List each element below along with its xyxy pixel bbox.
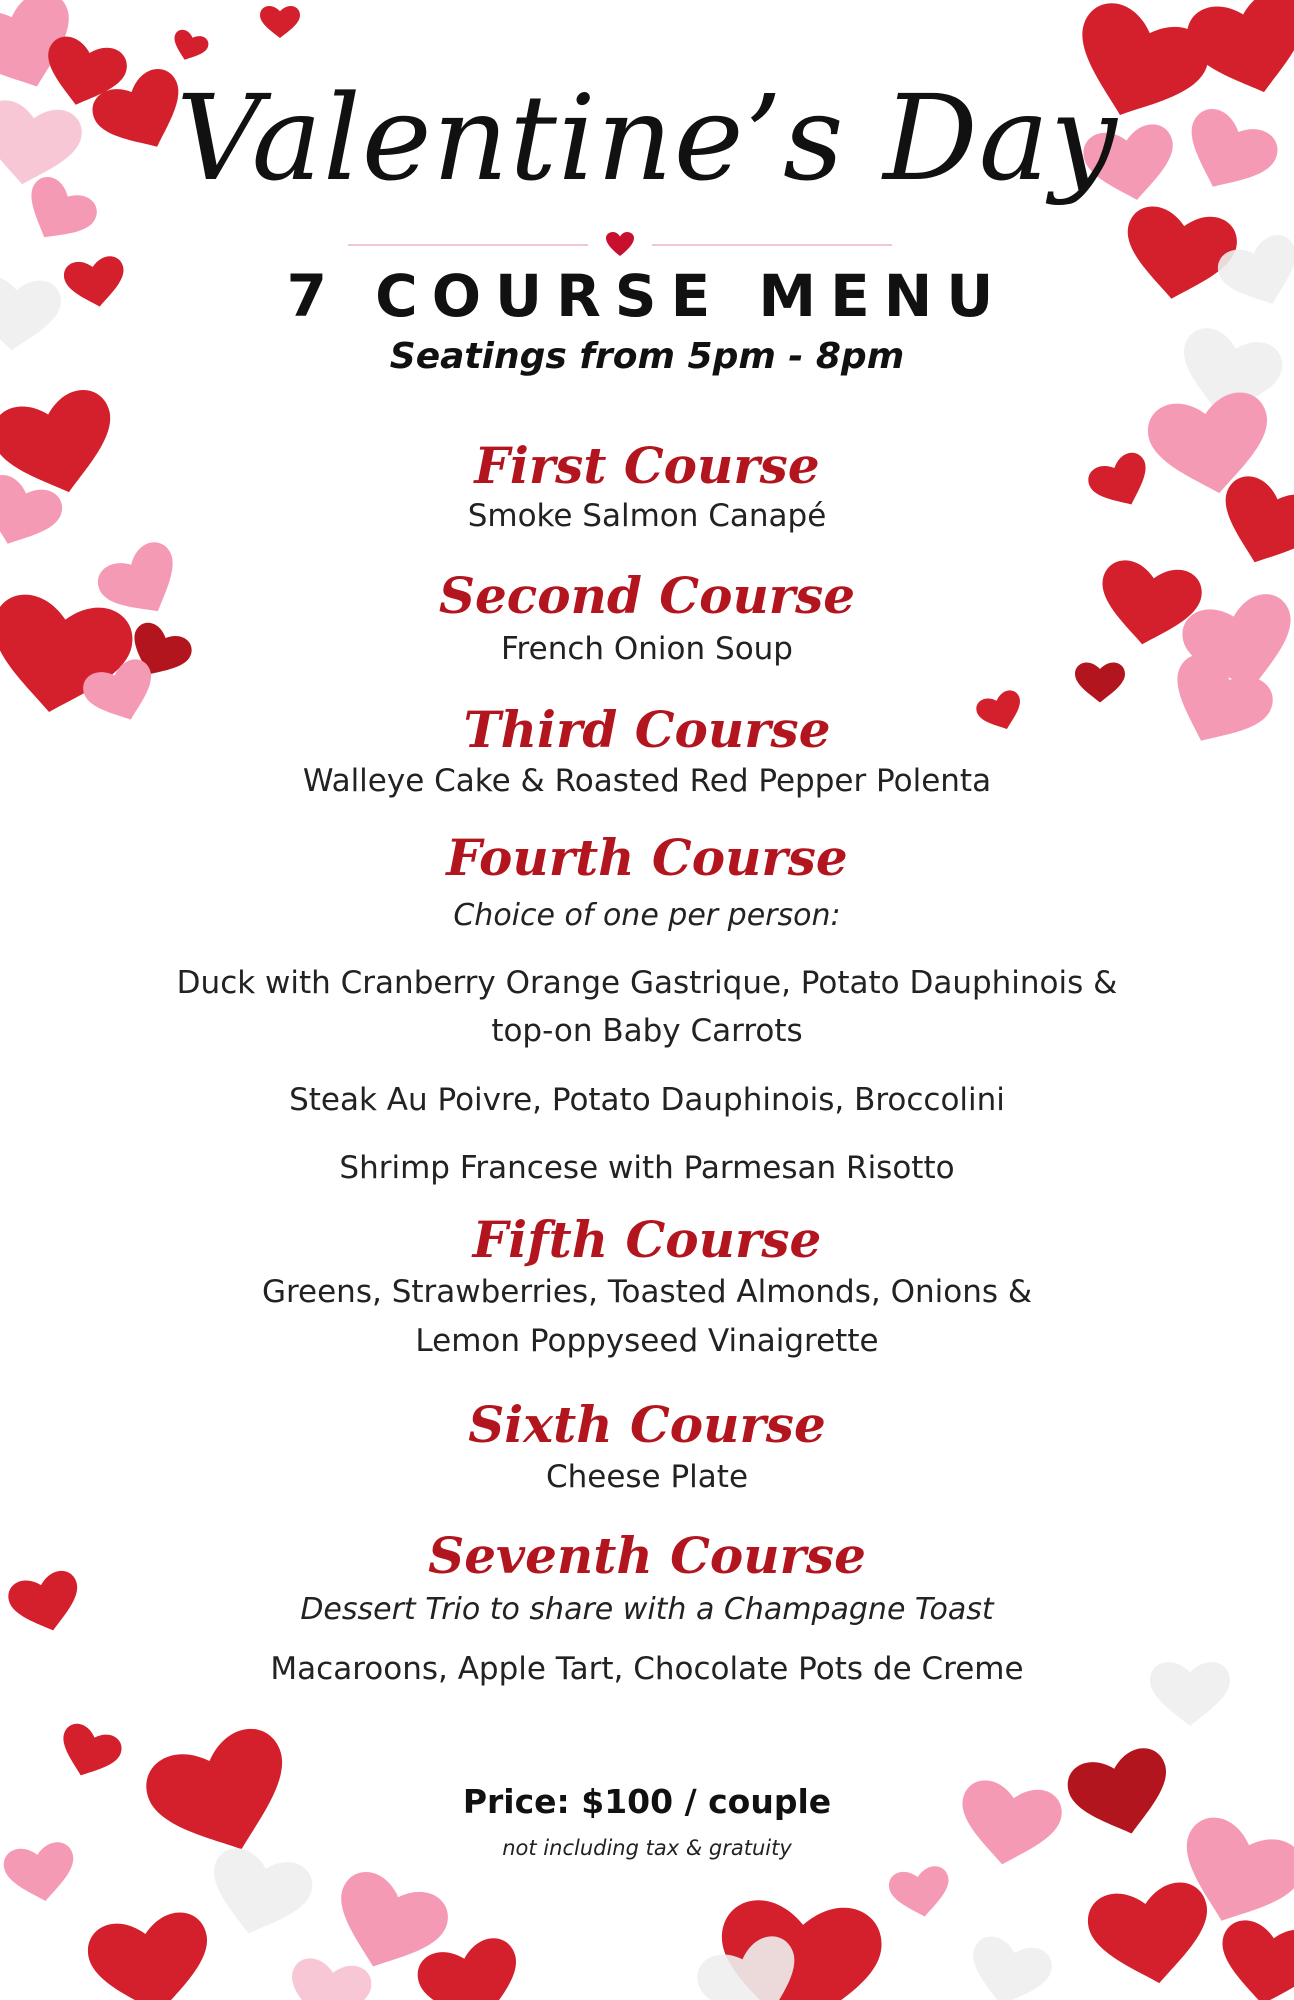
course-item: Walleye Cake & Roasted Red Pepper Polenta — [302, 763, 992, 799]
course-item: Steak Au Poivre, Potato Dauphinois, Broccolini — [289, 1082, 1005, 1118]
fine-print: not including tax & gratuity — [502, 1836, 792, 1860]
course-title-first: First Course — [474, 436, 820, 495]
title-divider — [348, 238, 892, 252]
course-item: Macaroons, Apple Tart, Chocolate Pots de Creme — [270, 1651, 1024, 1687]
heart-icon — [606, 232, 634, 258]
course-note: Dessert Trio to share with a Champagne Toast — [300, 1592, 994, 1627]
course-title-seventh: Seventh Course — [428, 1526, 866, 1585]
course-item: Shrimp Francese with Parmesan Risotto — [339, 1150, 955, 1186]
course-title-fifth: Fifth Course — [472, 1210, 822, 1269]
menu-subtitle: 7 COURSE MENU — [286, 262, 1008, 330]
course-item: top-on Baby Carrots — [491, 1013, 803, 1049]
course-title-second: Second Course — [438, 566, 856, 625]
price-text: Price: $100 / couple — [462, 1782, 832, 1821]
course-item: Cheese Plate — [545, 1459, 749, 1495]
course-title-fourth: Fourth Course — [446, 828, 848, 887]
course-note: Choice of one per person: — [453, 898, 841, 933]
page-title: Valentine’s Day — [176, 69, 1118, 207]
divider-line-left — [348, 244, 588, 246]
course-item: Smoke Salmon Canapé — [467, 498, 827, 534]
course-title-third: Third Course — [463, 700, 831, 759]
divider-line-right — [652, 244, 892, 246]
course-item: French Onion Soup — [500, 631, 793, 667]
course-item: Duck with Cranberry Orange Gastrique, Potato Dauphinois & — [176, 965, 1118, 1001]
course-item: Greens, Strawberries, Toasted Almonds, Onions & — [261, 1274, 1033, 1310]
seatings-text: Seatings from 5pm - 8pm — [389, 336, 905, 377]
course-item: Lemon Poppyseed Vinaigrette — [415, 1323, 879, 1359]
course-title-sixth: Sixth Course — [468, 1395, 826, 1454]
